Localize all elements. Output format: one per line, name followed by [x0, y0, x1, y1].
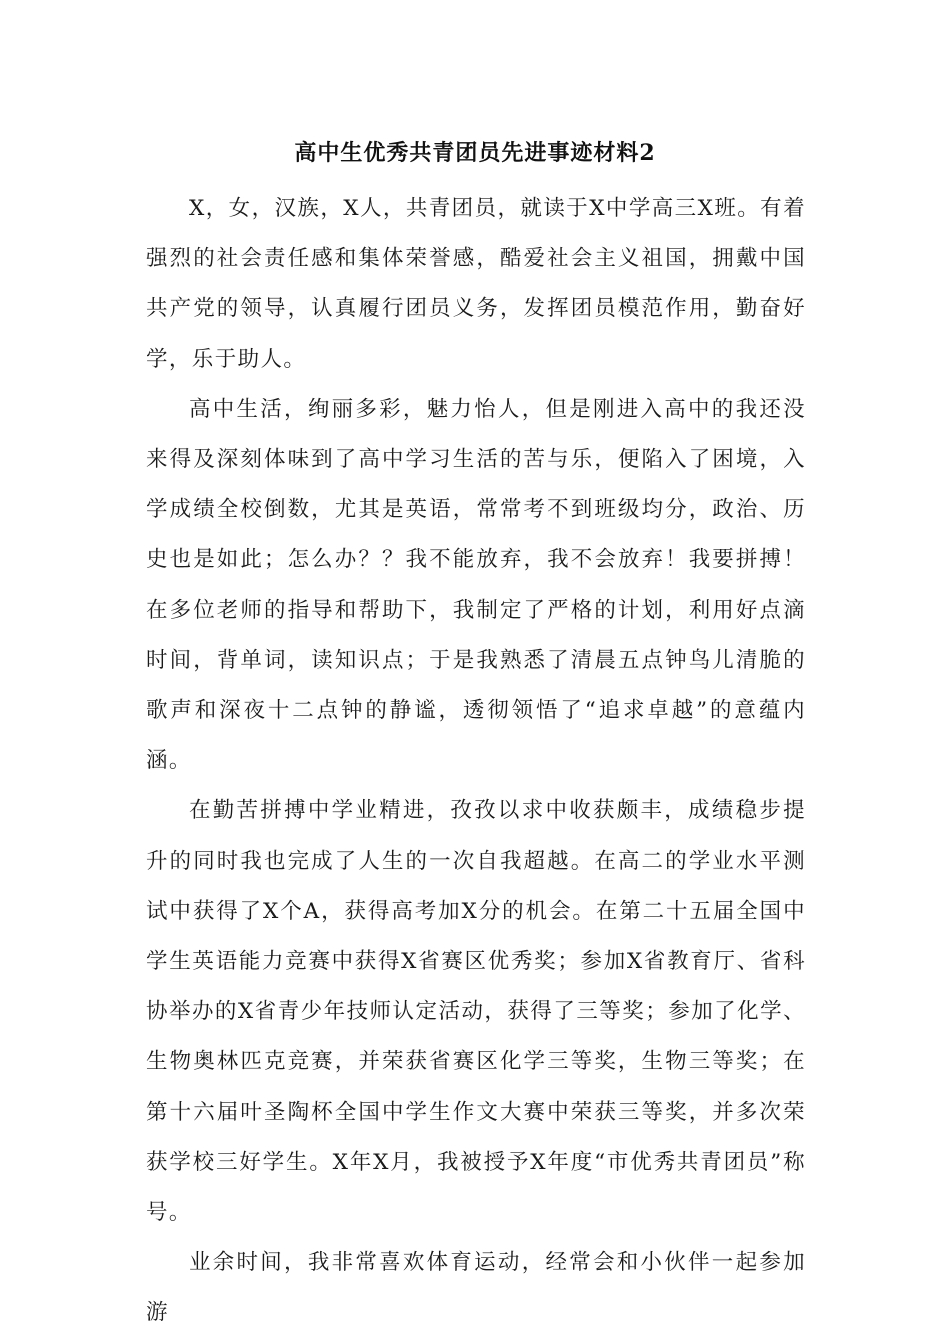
- paragraph-2: 高中生活，绚丽多彩，魅力怡人，但是刚进入高中的我还没来得及深刻体味到了高中学习生活的苦与乐，便陷入了困境，入学成绩全校倒数，尤其是英语，常常考不到班级均分，政治、历史也是如此；怎么办？？我不能放弃，我不会放弃！我要拼搏！在多位老师的指导和帮助下，我制定了严格的计划，利用好点滴时间，背单词，读知识点；于是我熟悉了清晨五点钟鸟儿清脆的歌声和深夜十二点钟的静谧，透彻领悟了“追求卓越”的意蕴内涵。: [146, 396, 806, 774]
- paragraph-1: X，女，汉族，X人，共青团员，就读于X中学高三X班。有着强烈的社会责任感和集体荣誉感，酷爱社会主义祖国，拥戴中国共产党的领导，认真履行团员义务，发挥团员模范作用，勤奋好学，乐于助人。: [146, 196, 806, 372]
- paragraph-3: 在勤苦拼搏中学业精进，孜孜以求中收获颇丰，成绩稳步提升的同时我也完成了人生的一次自我超越。在高二的学业水平测试中获得了X个A，获得高考加X分的机会。在第二十五届全国中学生英语能力竞赛中获得X省赛区优秀奖；参加X省教育厅、省科协举办的X省青少年技师认定活动，获得了三等奖；参加了化学、生物奥林匹克竞赛，并荣获省赛区化学三等奖，生物三等奖；在第十六届叶圣陶杯全国中学生作文大赛中荣获三等奖，并多次荣获学校三好学生。X年X月，我被授予X年度“市优秀共青团员”称号。: [146, 798, 806, 1226]
- document-title: 高中生优秀共青团员先进事迹材料2: [294, 140, 656, 166]
- paragraph-4: 业余时间，我非常喜欢体育运动，经常会和小伙伴一起参加游: [146, 1250, 806, 1326]
- document-body: [146, 184, 806, 1339]
